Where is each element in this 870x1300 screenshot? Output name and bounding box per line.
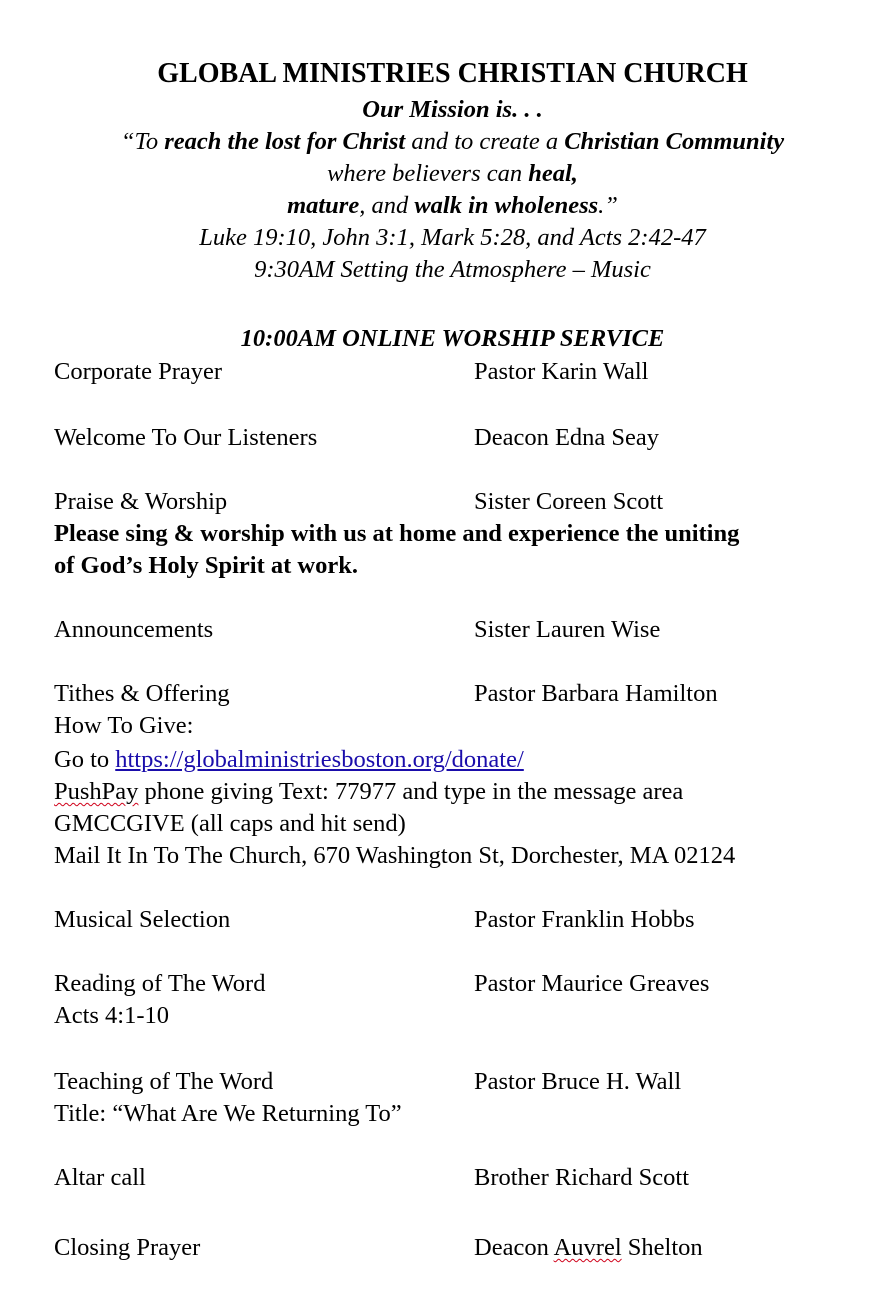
order-item-leader: Brother Richard Scott	[474, 1164, 690, 1191]
order-item-leader: Pastor Maurice Greaves	[474, 970, 710, 997]
mission-statement-line-1: “To reach the lost for Christ and to create a Christian Community	[120, 128, 785, 155]
order-item-part: Closing Prayer	[54, 1234, 201, 1261]
reading-reference: Acts 4:1-10	[54, 1002, 169, 1029]
give-code-line: GMCCGIVE (all caps and hit send)	[54, 810, 406, 837]
order-item-part: Musical Selection	[54, 906, 231, 933]
mission-heading: Our Mission is. . .	[362, 96, 543, 123]
order-item-leader: Sister Coreen Scott	[474, 488, 664, 515]
order-item-leader: Pastor Barbara Hamilton	[474, 680, 718, 707]
order-item-leader: Deacon Edna Seay	[474, 424, 660, 451]
order-item-leader: Sister Lauren Wise	[474, 616, 661, 643]
order-item-part: Altar call	[54, 1164, 146, 1191]
sermon-title: Title: “What Are We Returning To”	[54, 1100, 402, 1127]
order-item-leader: Deacon Auvrel Shelton	[474, 1234, 703, 1261]
mission-statement-line-3: mature, and walk in wholeness.”	[287, 192, 618, 219]
order-item-part: Praise & Worship	[54, 488, 228, 515]
order-item-part: Tithes & Offering	[54, 680, 230, 707]
leader-first-name: Auvrel	[553, 1234, 622, 1261]
church-name: GLOBAL MINISTRIES CHRISTIAN CHURCH	[157, 58, 748, 89]
order-item-leader: Pastor Bruce H. Wall	[474, 1068, 682, 1095]
order-item-part: Welcome To Our Listeners	[54, 424, 318, 451]
how-to-give-heading: How To Give:	[54, 712, 194, 739]
praise-note-line-1: Please sing & worship with us at home and experience the uniting	[54, 520, 740, 547]
mission-statement-line-2: where believers can heal,	[327, 160, 578, 187]
order-item-part: Reading of The Word	[54, 970, 266, 997]
donate-line: Go to https://globalministriesboston.org/donate/	[54, 746, 524, 773]
order-item-part: Announcements	[54, 616, 214, 643]
pre-service-music: 9:30AM Setting the Atmosphere – Music	[254, 256, 651, 283]
pushpay-line: PushPay phone giving Text: 77977 and type in the message area	[54, 778, 684, 805]
praise-note-line-2: of God’s Holy Spirit at work.	[54, 552, 358, 579]
service-heading: 10:00AM ONLINE WORSHIP SERVICE	[240, 325, 665, 352]
order-item-part: Teaching of The Word	[54, 1068, 274, 1095]
mail-address-line: Mail It In To The Church, 670 Washington St, Dorchester, MA 02124	[54, 842, 736, 869]
donate-link[interactable]: https://globalministriesboston.org/donate/	[115, 746, 524, 773]
pushpay-name: PushPay	[54, 778, 139, 805]
scripture-references: Luke 19:10, John 3:1, Mark 5:28, and Acts 2:42-47	[199, 224, 706, 251]
order-item-part: Corporate Prayer	[54, 358, 223, 385]
order-item-leader: Pastor Franklin Hobbs	[474, 906, 695, 933]
order-item-leader: Pastor Karin Wall	[474, 358, 649, 385]
